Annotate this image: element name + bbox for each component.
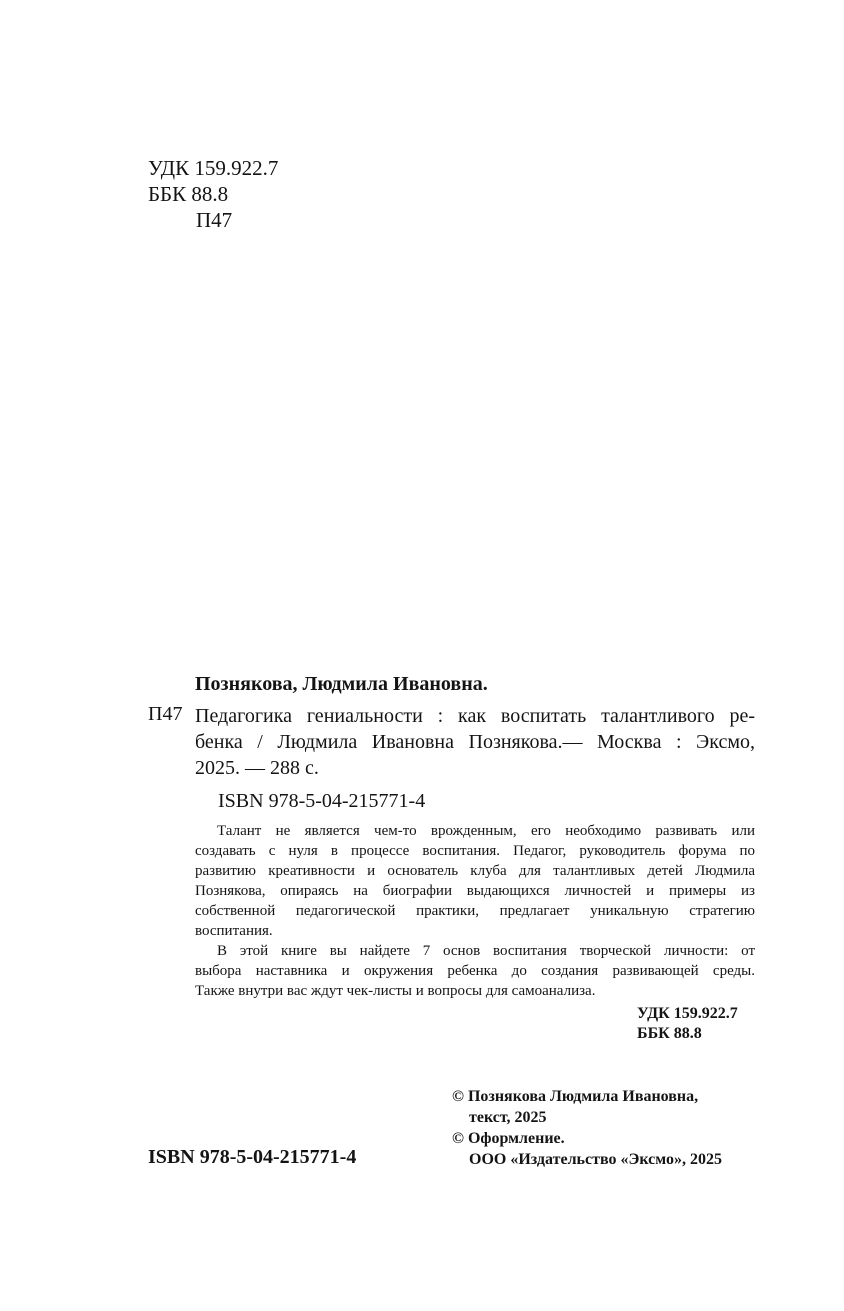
title-description [195,703,755,781]
title-line: бенка / Людмила Ивановна Познякова.— Москва : Эксмо, [195,731,755,753]
annotation-line: Также внутри вас ждут чек-листы и вопросы для самоанализа. [195,983,596,999]
annotation-line: Познякова, опираясь на биографии выдающихся личностей и примеры из [195,883,755,899]
copyright-block [452,1086,722,1170]
annotation-line: выбора наставника и окружения ребенка до создания развивающей среды. [195,963,755,979]
annotation-line: собственной педагогической практики, предлагает уникальную стратегию [195,903,755,919]
bbk-code: ББК 88.8 [637,1025,702,1042]
bbk-code: ББК 88.8 [148,182,229,206]
annotation-line: создавать с нуля в процессе воспитания. Педагог, руководитель форума по [195,843,755,859]
classification-codes-right [637,1004,738,1044]
author-sign: П47 [196,208,233,232]
annotation [195,821,755,1001]
annotation-line: развитию креативности и основатель клуба для талантливых детей Людмила [195,863,755,879]
annotation-line: воспитания. [195,923,273,939]
isbn-main: ISBN 978-5-04-215771-4 [218,790,426,812]
copyright-line: © Оформление. [452,1130,565,1147]
title-line: 2025. — 288 с. [195,757,319,779]
copyright-line: текст, 2025 [469,1109,547,1126]
author-heading: Познякова, Людмила Ивановна. [195,673,488,695]
author-sign-left: П47 [148,703,183,725]
copyright-line: © Познякова Людмила Ивановна, [452,1088,699,1105]
copyright-line: ООО «Издательство «Эксмо», 2025 [469,1151,722,1168]
udk-code: УДК 159.922.7 [148,156,279,180]
annotation-line: Талант не является чем-то врожденным, его необходимо развивать или [217,823,755,839]
annotation-line: В этой книге вы найдете 7 основ воспитания творческой личности: от [217,943,755,959]
udk-code: УДК 159.922.7 [637,1005,738,1022]
isbn-bottom: ISBN 978-5-04-215771-4 [148,1146,357,1168]
classification-codes-top [148,155,278,233]
title-line: Педагогика гениальности : как воспитать талантливого ре- [195,705,755,727]
